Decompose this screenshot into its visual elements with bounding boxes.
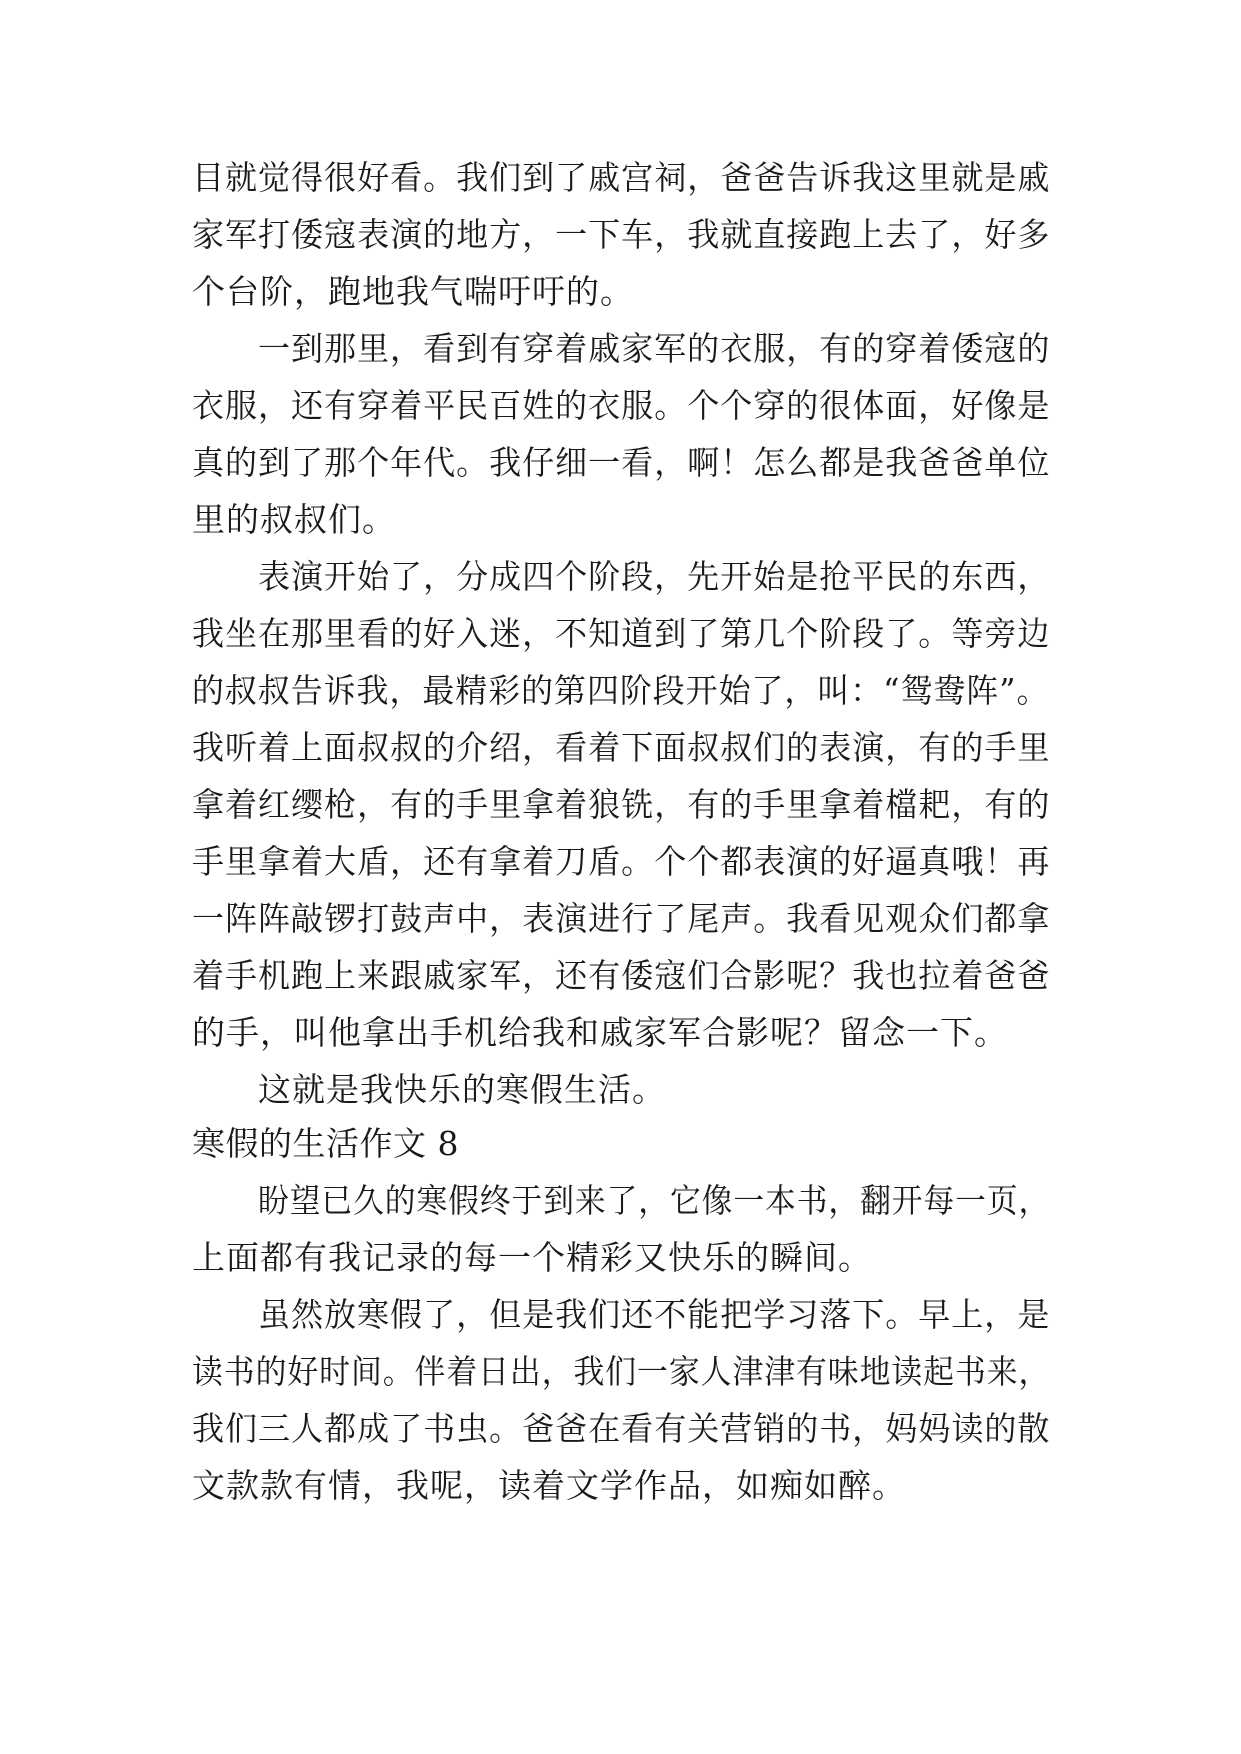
text-line: 手里拿着大盾，还有拿着刀盾。个个都表演的好逼真哦！再 — [192, 842, 1051, 881]
paragraph-first-line: 表演开始了，分成四个阶段，先开始是抢平民的东西， — [258, 557, 1051, 596]
paragraph-first-line: 盼望已久的寒假终于到来了，它像一本书，翻开每一页， — [258, 1181, 1051, 1220]
section-heading: 寒假的生活作文 8 — [192, 1124, 459, 1163]
text-line: 个台阶，跑地我气喘吁吁的。 — [192, 272, 634, 311]
text-line: 拿着红缨枪，有的手里拿着狼铣，有的手里拿着檔耙，有的 — [192, 785, 1051, 824]
text-line: 文款款有情，我呢，读着文学作品，如痴如醉。 — [192, 1466, 906, 1505]
text-line: 我坐在那里看的好入迷，不知道到了第几个阶段了。等旁边 — [192, 614, 1051, 653]
paragraph-first-line: 这就是我快乐的寒假生活。 — [258, 1070, 666, 1109]
text-line: 里的叔叔们。 — [192, 500, 396, 539]
paragraph-first-line: 虽然放寒假了，但是我们还不能把学习落下。早上，是 — [258, 1295, 1051, 1334]
text-line: 真的到了那个年代。我仔细一看，啊！怎么都是我爸爸单位 — [192, 443, 1051, 482]
text-line: 家军打倭寇表演的地方，一下车，我就直接跑上去了，好多 — [192, 215, 1051, 254]
text-line: 一阵阵敲锣打鼓声中，表演进行了尾声。我看见观众们都拿 — [192, 899, 1051, 938]
text-line: 衣服，还有穿着平民百姓的衣服。个个穿的很体面，好像是 — [192, 386, 1051, 425]
text-line: 目就觉得很好看。我们到了戚宫祠，爸爸告诉我这里就是戚 — [192, 158, 1051, 197]
text-line: 我们三人都成了书虫。爸爸在看有关营销的书，妈妈读的散 — [192, 1409, 1051, 1448]
text-line: 的叔叔告诉我，最精彩的第四阶段开始了，叫：“鸳鸯阵”。 — [192, 671, 1050, 710]
text-line: 上面都有我记录的每一个精彩又快乐的瞬间。 — [192, 1238, 872, 1277]
text-line: 着手机跑上来跟戚家军，还有倭寇们合影呢？我也拉着爸爸 — [192, 956, 1051, 995]
text-line: 读书的好时间。伴着日出，我们一家人津津有味地读起书来， — [192, 1352, 1051, 1391]
text-line: 我听着上面叔叔的介绍，看着下面叔叔们的表演，有的手里 — [192, 728, 1051, 767]
paragraph-first-line: 一到那里，看到有穿着戚家军的衣服，有的穿着倭寇的 — [258, 329, 1051, 368]
text-line: 的手，叫他拿出手机给我和戚家军合影呢？留念一下。 — [192, 1013, 1008, 1052]
